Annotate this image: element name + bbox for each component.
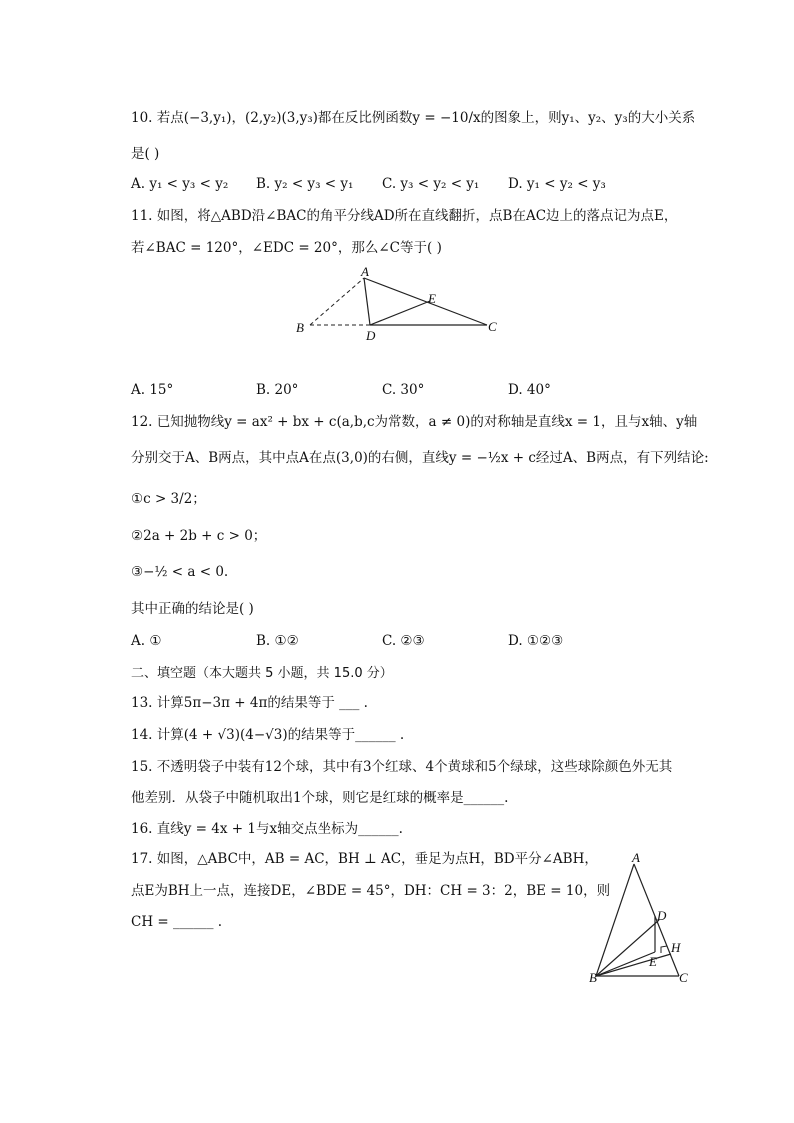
q11-option-b: B. 20° [256,382,299,398]
q17-label-b: B [589,970,597,985]
q12-line2: 分别交于A、B两点，其中点A在点(3,0)的右侧，直线y = −½x + c经过A、B两点，有下列结论: [131,450,709,466]
q12-option-d: D. ①②③ [508,633,564,649]
q10-line2: 是( ) [131,146,160,162]
q12-line1: 12. 已知抛物线y = ax² + bx + c(a,b,c为常数，a ≠ 0)的对称轴是直线x = 1，且与x轴、y轴 [131,414,698,430]
q11-label-b: B [296,320,304,335]
q17-triangle-figure [585,848,695,988]
q11-triangle-figure [290,262,505,347]
q10-option-a: A. y₁ < y₃ < y₂ [131,176,229,192]
q11-options [131,380,651,400]
q11-label-e: E [428,291,436,306]
q12-option-c: C. ②③ [382,633,425,649]
q17-label-c: C [679,970,688,985]
q10-option-b: B. y₂ < y₃ < y₁ [256,176,354,192]
q11-label-d: D [366,328,376,343]
q12-conclusion-3: ③−½ < a < 0. [131,564,229,580]
q17-line1: 17. 如图，△ABC中，AB = AC，BH ⊥ AC，垂足为点H，BD平分∠ABH， [131,851,598,867]
q10-line1: 10. 若点(−3,y₁)，(2,y₂)(3,y₃)都在反比例函数y = −10/x的图象上，则y₁、y₂、y₃的大小关系 [131,110,696,126]
q11-label-a: A [361,264,369,279]
q12-prompt: 其中正确的结论是( ) [131,601,254,617]
q12-option-b: B. ①② [256,633,299,649]
q12-conclusion-1: ①c > 3/2； [131,491,206,507]
q12-conclusion-2: ②2a + 2b + c > 0； [131,528,267,544]
q17-line3: CH = ______ . [131,914,223,930]
q16-text: 16. 直线y = 4x + 1与x轴交点坐标为______. [131,821,403,837]
q11-line2: 若∠BAC = 120°，∠EDC = 20°，那么∠C等于( ) [131,240,442,256]
q17-label-h: H [671,940,681,955]
q10-option-d: D. y₁ < y₂ < y₃ [508,176,606,192]
q13-text: 13. 计算5π−3π + 4π的结果等于 ___ . [131,695,368,711]
q11-line1: 11. 如图，将△ABD沿∠BAC的角平分线AD所在直线翻折，点B在AC边上的落点记为点E， [131,208,678,224]
q11-option-d: D. 40° [508,382,551,398]
q14-text: 14. 计算(4 + √3)(4−√3)的结果等于______ . [131,727,405,743]
q10-option-c: C. y₃ < y₂ < y₁ [382,176,480,192]
q11-option-c: C. 30° [382,382,425,398]
q17-label-d: D [657,908,667,923]
section-fill-in-heading: 二、填空题（本大题共 5 小题，共 15.0 分） [131,666,393,681]
q17-label-e: E [649,954,657,969]
q12-options [131,631,651,651]
q10-options [131,174,651,194]
q17-line2: 点E为BH上一点，连接DE，∠BDE = 45°，DH：CH = 3：2，BE = 10，则 [131,883,611,899]
q12-option-a: A. ① [131,633,162,649]
q11-label-c: C [488,319,497,334]
q17-label-a: A [632,850,640,865]
q11-option-a: A. 15° [131,382,174,398]
q15-line2: 他差别．从袋子中随机取出1个球，则它是红球的概率是______. [131,790,509,806]
q15-line1: 15. 不透明袋子中装有12个球，其中有3个红球、4个黄球和5个绿球，这些球除颜色外无其 [131,759,673,775]
